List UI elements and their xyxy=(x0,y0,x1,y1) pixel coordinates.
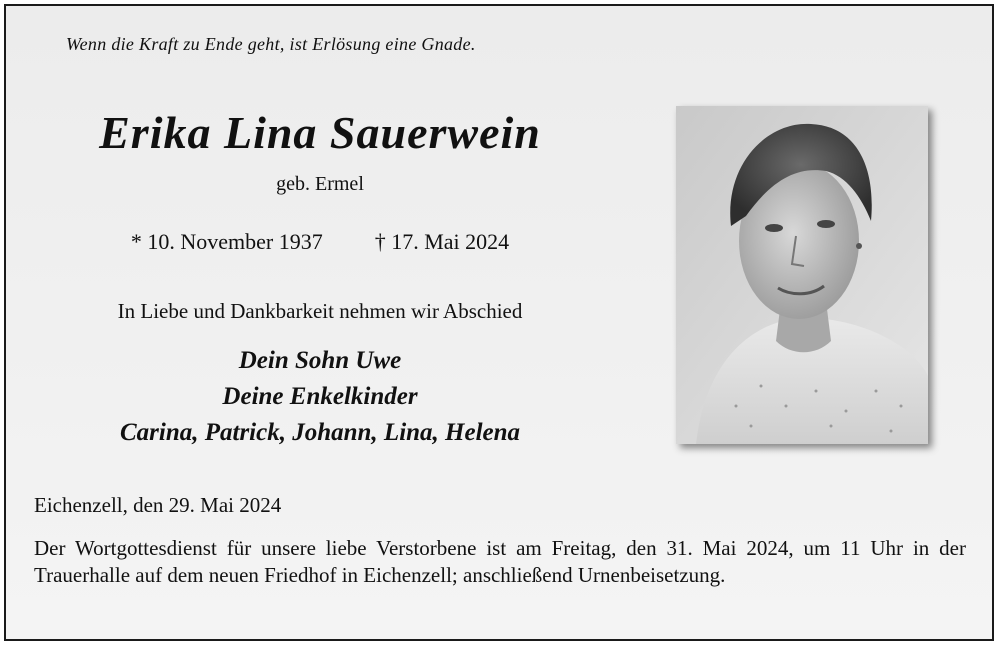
farewell-text: In Liebe und Dankbarkeit nehmen wir Abschied xyxy=(117,299,523,323)
mourners-list xyxy=(70,343,570,451)
mourner-line: Carina, Patrick, Johann, Lina, Helena xyxy=(119,419,521,446)
service-info: Der Wortgottesdienst für unsere liebe Verstorbene ist am Freitag, den 31. Mai 2024, um 11 Uhr in der Trauerhalle auf dem neuen Friedhof in Eichenzell; anschließend Urnenbeisetzung. xyxy=(34,536,966,587)
death-date: † 17. Mai 2024 xyxy=(374,229,510,254)
portrait-illustration xyxy=(676,106,928,444)
birth-date: * 10. November 1937 xyxy=(130,229,323,254)
portrait-photo xyxy=(676,106,928,444)
deceased-name: Erika Lina Sauerwein xyxy=(99,107,541,158)
life-dates xyxy=(70,229,570,255)
motto-text: Wenn die Kraft zu Ende geht, ist Erlösung eine Gnade. xyxy=(66,34,476,54)
mourner-line: Dein Sohn Uwe xyxy=(238,347,402,374)
mourner-line: Deine Enkelkinder xyxy=(222,383,418,410)
place-date: Eichenzell, den 29. Mai 2024 xyxy=(34,493,282,517)
birth-name: geb. Ermel xyxy=(276,173,364,195)
